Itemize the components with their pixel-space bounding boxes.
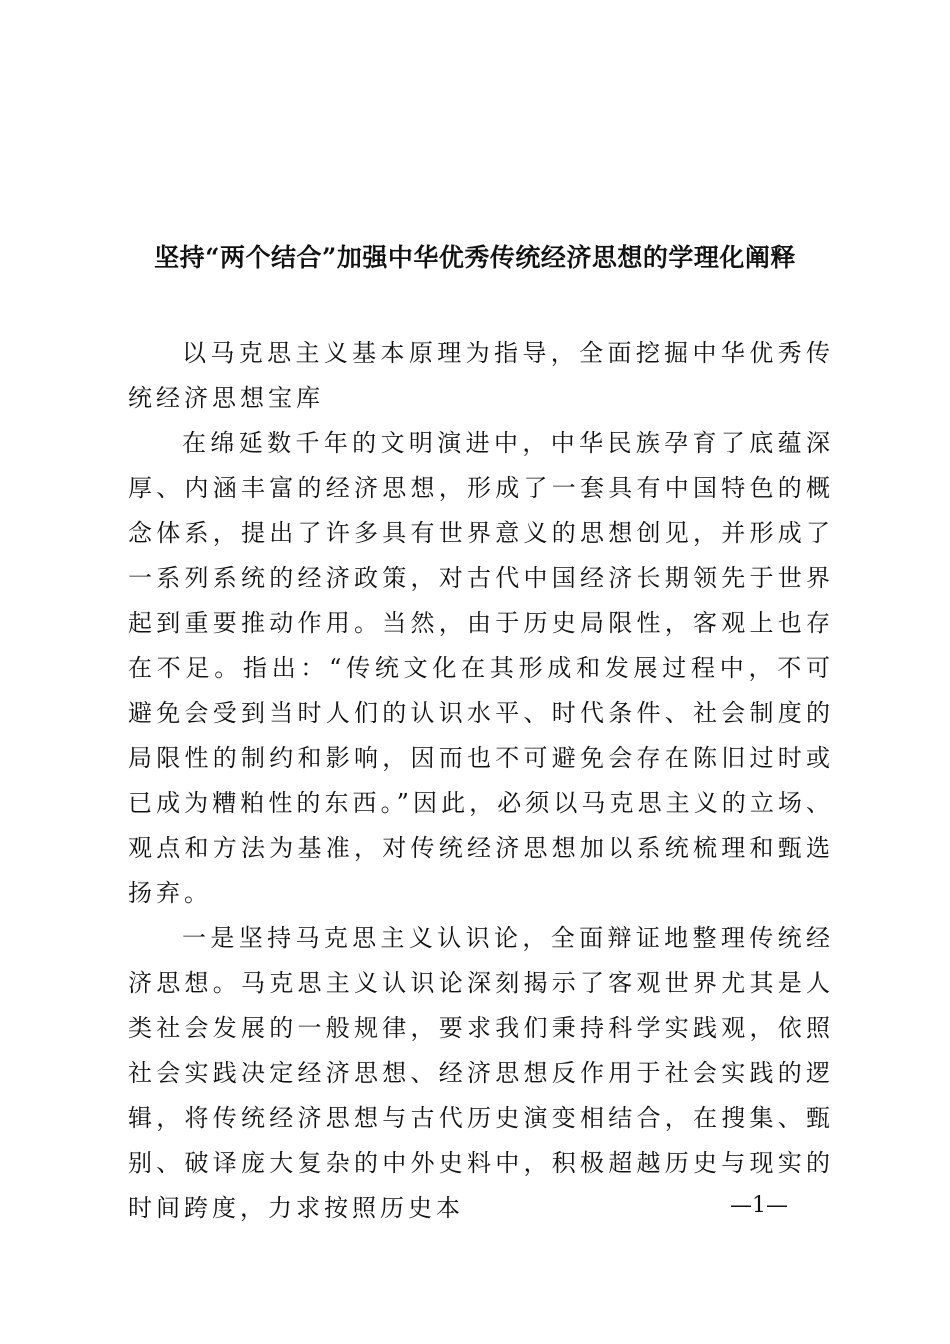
document-title: 坚持“两个结合”加强中华优秀传统经济思想的学理化阐释 <box>154 243 796 272</box>
page-number: —1— <box>730 1193 788 1218</box>
document-body <box>128 331 834 1231</box>
paragraph-1: 在绵延数千年的文明演进中，中华民族孕育了底蕴深厚、内涵丰富的经济思想，形成了一套具有中国特色的概念体系，提出了许多具有世界意义的思想创见，并形成了一系列系统的经济政策，对古代中国经济长期领先于世界起到重要推动作用。当然，由于历史局限性，客观上也存在不足。指出：“传统文化在其形成和发展过程中，不可避免会受到当时人们的认识水平、时代条件、社会制度的局限性的制约和影响，因而也不可避免会存在陈旧过时或已成为糟粕性的东西。”因此，必须以马克思主义的立场、观点和方法为基准，对传统经济思想加以系统梳理和甄选扬弃。 <box>128 429 834 907</box>
paragraph-2: 一是坚持马克思主义认识论，全面辩证地整理传统经济思想。马克思主义认识论深刻揭示了客观世界尤其是人类社会发展的一般规律，要求我们秉持科学实践观，依照社会实践决定经济思想、经济思想反作用于社会实践的逻辑，将传统经济思想与古代历史演变相结合，在搜集、甄别、破译庞大复杂的中外史料中，积极超越历史与现实的时间跨度，力求按照历史本 <box>128 924 834 1222</box>
paragraph-subheading: 以马克思主义基本原理为指导，全面挖掘中华优秀传统经济思想宝库 <box>128 339 834 412</box>
